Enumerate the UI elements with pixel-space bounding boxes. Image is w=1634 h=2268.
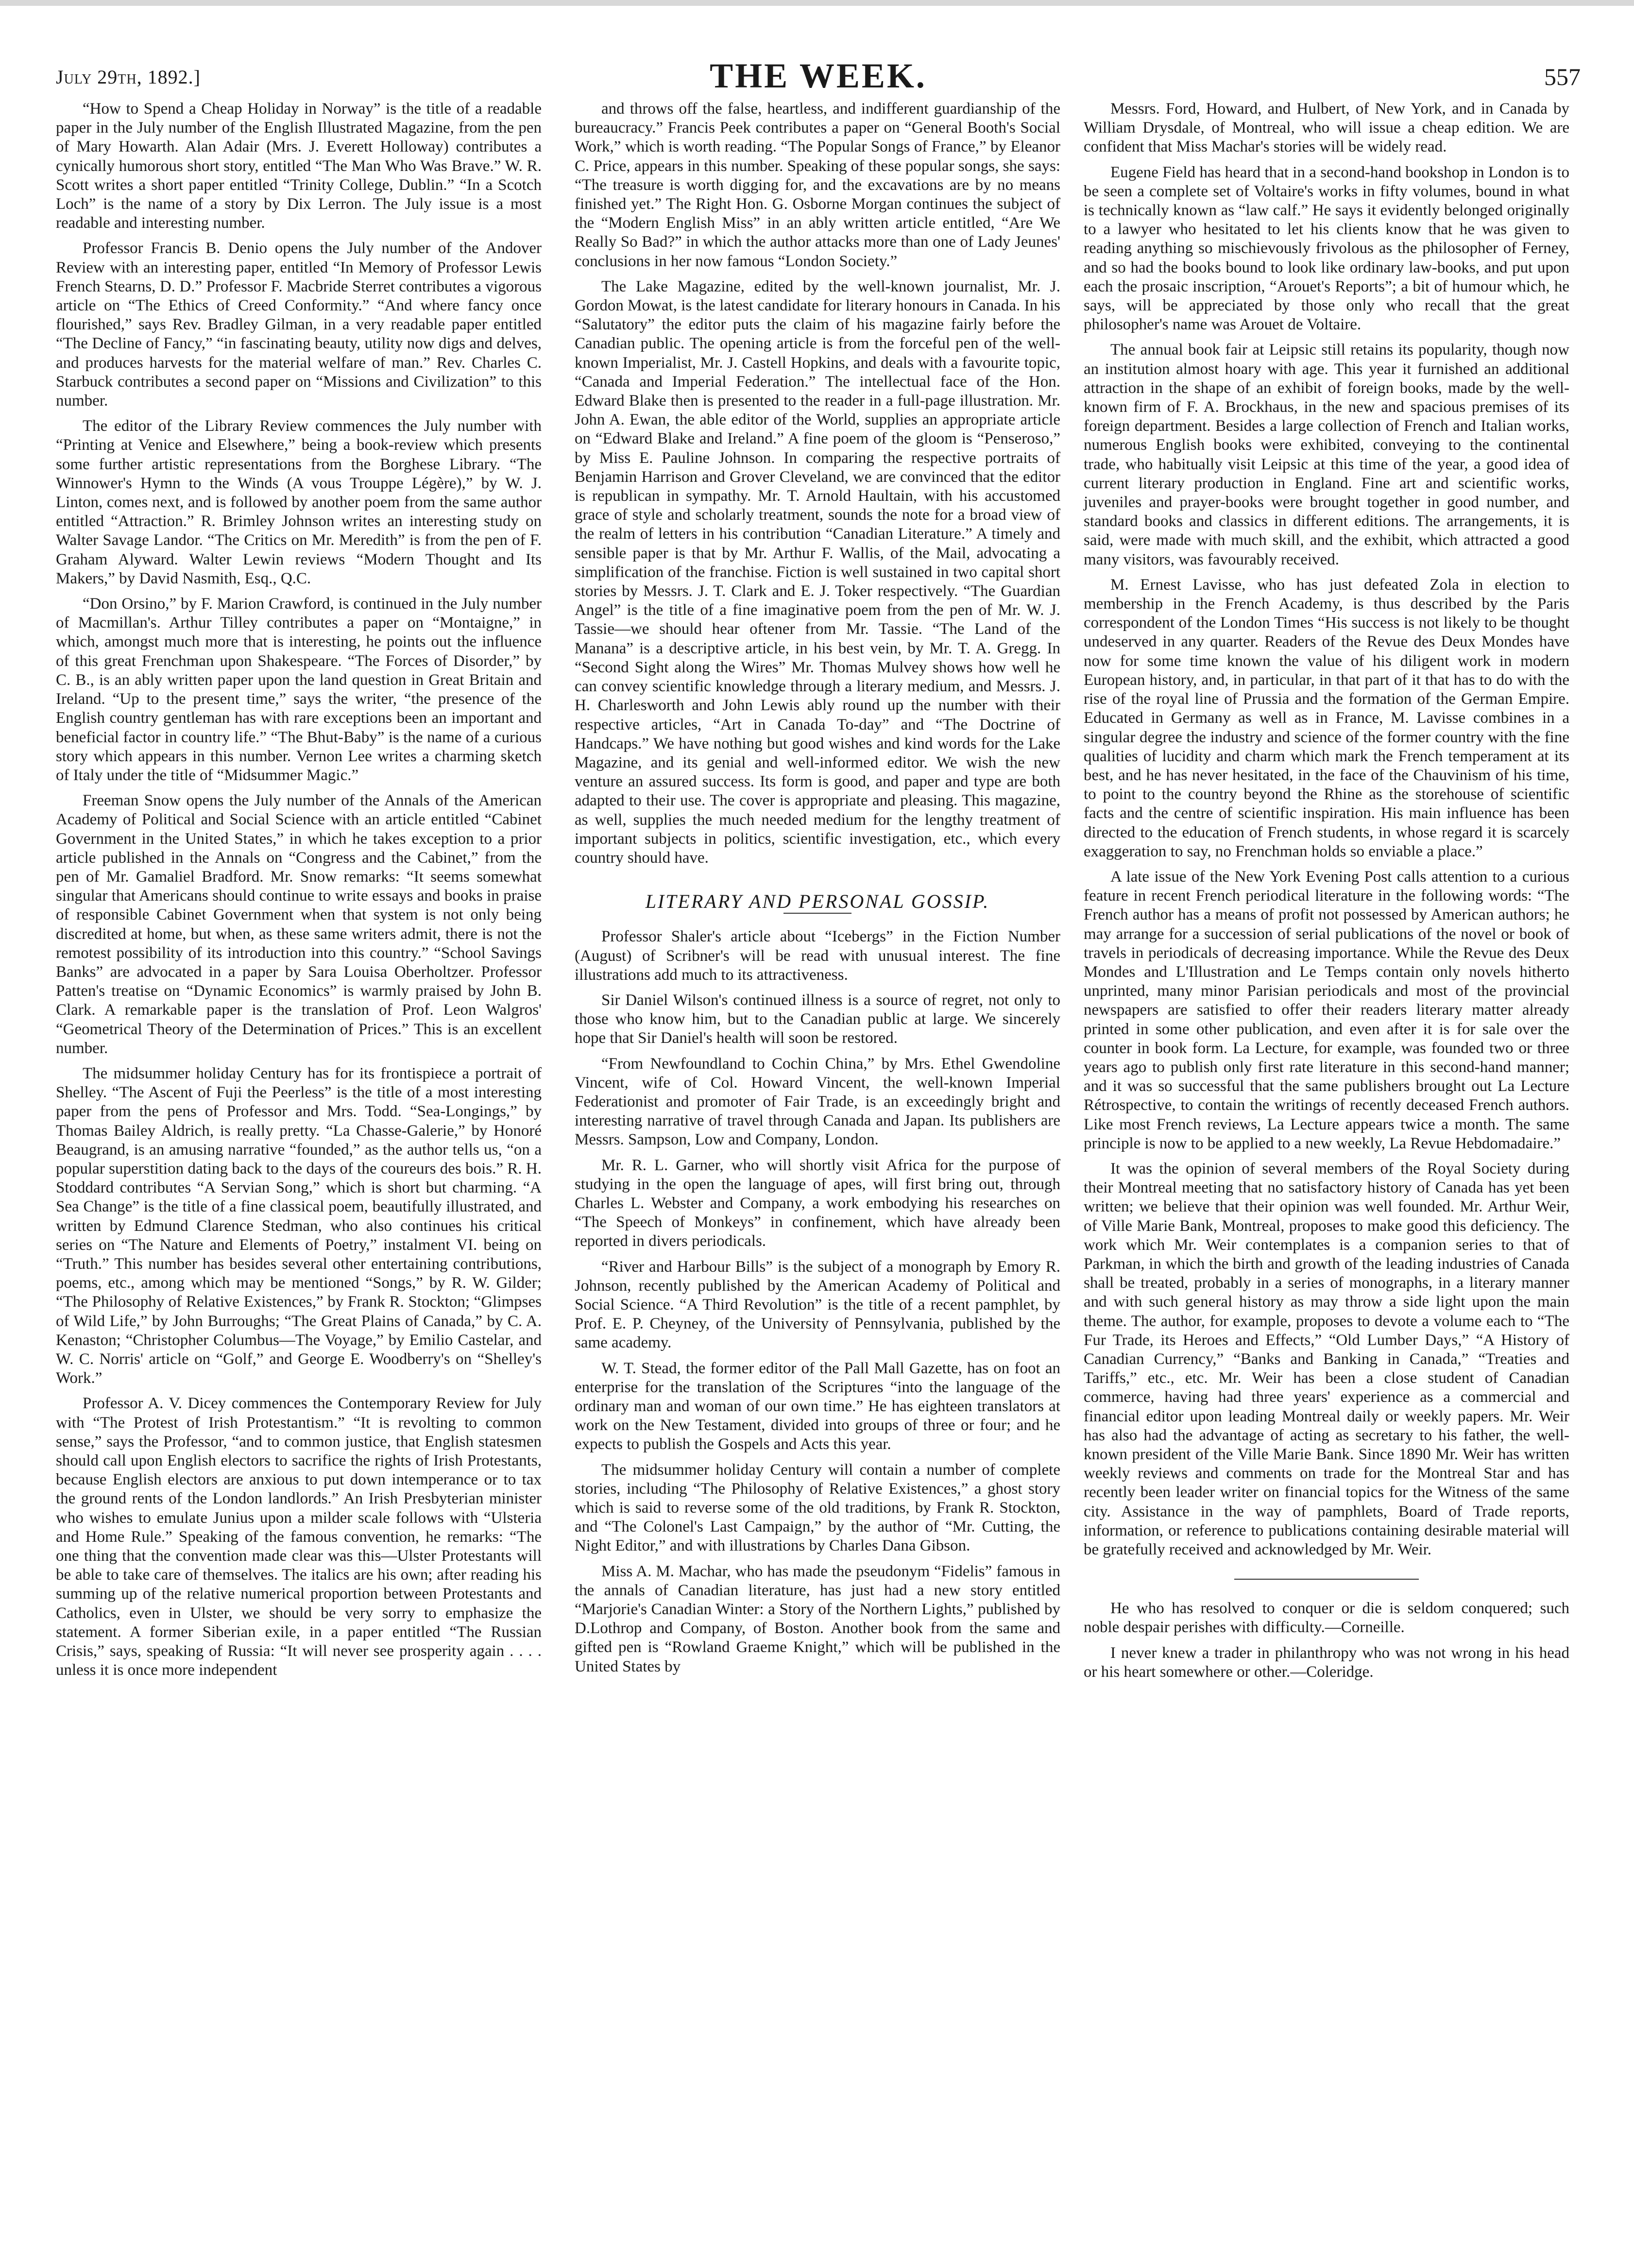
article-paragraph: The editor of the Library Review commences the July number with “Printing at Venice and Elsewhere,” being a book-review which presents some further artistic representations from the Borghese Library. “The Winnower's Hymn to the Winds (A vous Trouppe Légère),” by W. J. Linton, comes next, and is followed by another poem from the same author entitled “Attraction.” R. Brimley Johnson writes an interesting study on Walter Savage Landor. “The Critics on Mr. Meredith” is from the pen of F. Graham Alyward. Walter Lewin reviews “Modern Thought and Its Makers,” by David Nasmith, Esq., Q.C. xyxy=(56,417,542,587)
issue-date: July 29th, 1892.] xyxy=(56,66,201,88)
article-paragraph: “How to Spend a Cheap Holiday in Norway” is the title of a readable paper in the July number of the English Illustrated Magazine, from the pen of Mary Howarth. Alan Adair (Mrs. J. Everett Holloway) contributes a cynically humorous short story, entitled “The Man Who Was Brave.” W. R. Scott writes a short paper entitled “Trinity College, Dublin.” “In a Scotch Loch” is the name of a story by Dix Lerron. The July issue is a most readable and interesting number. xyxy=(56,100,542,232)
article-paragraph: Eugene Field has heard that in a second-hand bookshop in London is to be seen a complete set of Voltaire's works in fifty volumes, bound in what is technically known as “law calf.” He says it evidently belonged originally to a lawyer who hesitated to let his clients know that he was given to reading anything so mischievously frivolous as the philosopher of Ferney, and so had the books bound to look like ordinary law-books, and put upon each the prosaic inscription, “Arouet's Reports”; a bit of humour which, he says, will be appreciated by those only who recall that the great philosopher's name was Arouet de Voltaire. xyxy=(1084,163,1569,334)
article-paragraph: A late issue of the New York Evening Post calls attention to a curious feature in recent French periodical literature in the following words: “The French author has a means of profit not possessed by American authors; he may arrange for a succession of serial publications of the novel or book of travels in periodicals of decreasing importance. While the Revue des Deux Mondes and L'Illustration and Le Temps contain only novels hitherto unprinted, many minor Parisian periodicals and most of the provincial newspapers are satisfied to offer their readers literary matter already printed in some other publication, and even after it is for sale over the counter in book form. La Lecture, for example, was founded two or three years ago to publish only first rate literature in this second-hand manner; and it was so successful that the same publishers brought out La Lecture Rétrospective, to contain the writings of recently deceased French authors. Like most French reviews, La Lecture appears twice a month. The same principle is now to be applied to a new weekly, La Revue Hebdomadaire.” xyxy=(1084,868,1569,1152)
article-paragraph: and throws off the false, heartless, and indifferent guardianship of the bureaucracy.” Francis Peek contributes a paper on “General Booth's Social Work,” which is worth reading. “The Popular Songs of France,” by Eleanor C. Price, appears in this number. Speaking of these popular songs, she says: “The treasure is worth digging for, and the excavations are by no means finished yet.” The Right Hon. G. Osborne Morgan continues the subject of the “Modern English Miss” in an ably written article entitled, “Are We Really So Bad?” in which the author attacks more than one of Lady Jeunes' conclusions in her now famous “London Society.” xyxy=(575,100,1060,270)
article-paragraph: The midsummer holiday Century has for its frontispiece a portrait of Shelley. “The Ascent of Fuji the Peerless” is the title of a most interesting paper from the pens of Professor and Mrs. Todd. “Sea-Longings,” by Thomas Bailey Aldrich, is really pretty. “La Chasse-Galerie,” by Honoré Beaugrand, is an amusing narrative “founded,” as the author tells us, “on a popular superstition dating back to the days of the coureurs des bois.” R. H. Stoddard contributes “A Servian Song,” which is short but charming. “A Sea Change” is the title of a fine classical poem, beautifully illustrated, and written by Edmund Clarence Stedman, who also continues his critical series on “The Nature and Elements of Poetry,” instalment VI. being on “Truth.” This number has besides several other entertaining contributions, poems, etc., among which may be mentioned “Songs,” by R. W. Gilder; “The Philosophy of Relative Existences,” by Frank R. Stockton; “Glimpses of Wild Life,” by John Burroughs; “The Great Plains of Canada,” by C. A. Kenaston; “Christopher Columbus—The Voyage,” by Emilio Castelar, and W. C. Norris' article on “Golf,” and George E. Woodberry's on “Shelley's Work.” xyxy=(56,1064,542,1387)
gossip-paragraph: Miss A. M. Machar, who has made the pseudonym “Fidelis” famous in the annals of Canadian literature, has just had a new story entitled “Marjorie's Canadian Winter: a Story of the Northern Lights,” published by D.Lothrop and Company, of Boston. Another book from the same and gifted pen is “Rowland Graeme Knight,” which will be published in the United States by xyxy=(575,1562,1060,1675)
gossip-paragraph: W. T. Stead, the former editor of the Pall Mall Gazette, has on foot an enterprise for the translation of the Scriptures “into the language of the ordinary man and woman of our own time.” He has eighteen translators at work on the New Testament, divided into groups of three or four; and he expects to publish the Gospels and Acts this year. xyxy=(575,1359,1060,1453)
article-paragraph: Freeman Snow opens the July number of the Annals of the American Academy of Political and Social Science with an article entitled “Cabinet Government in the United States,” in which he takes exception to a prior article published in the Annals on “Congress and the Cabinet,” from the pen of Mr. Gamaliel Bradford. Mr. Snow remarks: “It seems somewhat singular that Americans should continue to write essays and books in praise of responsible Cabinet Government when that system is not only being discredited at home, but when, as these same writers admit, there is not the remotest possibility of its introduction into this country.” “School Savings Banks” are advocated in a paper by Sara Louisa Oberholtzer. Professor Patten's treatise on “Dynamic Economics” is warmly praised by John B. Clark. A remarkable paper is the translation of Prof. Leon Walgros' “Geometrical Theory of the Determination of Prices.” This is an excellent number. xyxy=(56,792,542,1057)
heading-rule xyxy=(783,913,851,914)
masthead-title: THE WEEK. xyxy=(710,56,927,95)
gossip-paragraph: “From Newfoundland to Cochin China,” by Mrs. Ethel Gwendoline Vincent, wife of Col. Howard Vincent, the well-known Imperial Federationist and promoter of Fair Trade, is an exceedingly bright and interesting narrative of travel through Canada and Japan. Its publishers are Messrs. Sampson, Low and Company, London. xyxy=(575,1055,1060,1149)
article-paragraph: Professor A. V. Dicey commences the Contemporary Review for July with “The Protest of Irish Protestantism.” “It is revolting to common sense,” says the Professor, “and to common justice, that English statesmen should call upon English electors to sacrifice the rights of Irish Protestants, because English electors are anxious to put down intemperance or to tax the ground rents of the London landlords.” An Irish Presbyterian minister who wishes to emulate Junius upon a milder scale follows with “Ulsteria and Home Rule.” Speaking of the famous convention, he remarks: “The one thing that the convention made clear was this—Ulster Protestants will be able to take care of themselves. The italics are his own; after reading his summing up of the relative numerical proportion between Protestants and Catholics, even in Ulster, we should be very sorry to emphasize the statement. A former Siberian exile, in a paper entitled “The Russian Crisis,” says, speaking of Russia: “It will never see prosperity again . . . . unless it is once more independent xyxy=(56,1395,542,1679)
gossip-paragraph: “River and Harbour Bills” is the subject of a monograph by Emory R. Johnson, recently published by the American Academy of Political and Social Science. “A Third Revolution” is the title of a recent pamphlet, by Prof. E. P. Cheyney, of the University of Pennsylvania, published by the same academy. xyxy=(575,1258,1060,1352)
column-2 xyxy=(575,100,1060,1683)
article-paragraph: The Lake Magazine, edited by the well-known journalist, Mr. J. Gordon Mowat, is the latest candidate for literary honours in Canada. In his “Salutatory” the editor puts the claim of his magazine fairly before the Canadian public. The opening article is from the forceful pen of the well-known Imperialist, Mr. J. Castell Hopkins, and deals with a favourite topic, “Canada and Imperial Federation.” The intellectual face of the Hon. Edward Blake then is presented to the reader in a full-page illustration. Mr. John A. Ewan, the able editor of the World, supplies an appropriate article on “Edward Blake and Ireland.” A fine poem of the gloom is “Penseroso,” by Miss E. Pauline Johnson. In comparing the respective portraits of Benjamin Harrison and Grover Cleveland, we are convinced that the editor is republican in sympathy. Mr. T. Arnold Haultain, with his accustomed grace of style and scholarly treatment, sounds the note for a broad view of the realm of letters in his contribution “Canadian Literature.” A timely and sensible paper is that by Mr. Arthur F. Wallis, of the Mail, advocating a simplification of the franchise. Fiction is well sustained in two capital short stories by Messrs. J. T. Clark and E. J. Toker respectively. “The Guardian Angel” is the title of a fine imaginative poem from the pen of Mr. W. J. Tassie—we should hear oftener from Mr. Tassie. “The Land of the Manana” is a descriptive article, in his best vein, by Mr. T. A. Gregg. In “Second Sight along the Wires” Mr. Thomas Mulvey shows how well he can convey scientific knowledge through a literary medium, and Messrs. J. H. Charlesworth and John Lewis ably round up the number with their respective articles, “Art in Canada To-day” and “The Doctrine of Handcaps.” We have nothing but good wishes and kind words for the Lake Magazine, and its genial and well-informed editor. We wish the new venture an assured success. Its form is good, and paper and type are both adapted to their use. The cover is appropriate and pleasing. This magazine, as well, supplies the much needed medium for the lengthy treatment of important subjects in politics, scientific investigation, etc., which every country should have. xyxy=(575,277,1060,867)
page-header xyxy=(56,56,1581,95)
article-paragraph: “Don Orsino,” by F. Marion Crawford, is continued in the July number of Macmillan's. Arthur Tilley contributes a paper on “Montaigne,” in which, amongst much more that is interesting, he points out the influence of this great Frenchman upon Shakespeare. “The Forces of Disorder,” by C. B., is an ably written paper upon the land question in Great Britain and Ireland. “Up to the present time,” says the writer, “the presence of the English country gentleman has with rare exceptions been an important and beneficial factor in country life.” “The Bhut-Baby” is the name of a curious story which appears in this number. Vernon Lee writes a charming sketch of Italy under the title of “Midsummer Magic.” xyxy=(56,595,542,784)
article-paragraph: Professor Francis B. Denio opens the July number of the Andover Review with an interesting paper, entitled “In Memory of Professor Lewis French Stearns, D. D.” Professor F. Macbride Sterret contributes a vigorous article on “The Ethics of Creed Conformity.” “And where fancy once flourished,” says Rev. Bradley Gilman, in a very readable paper entitled “The Decline of Fancy,” “in fascinating beauty, utility now digs and delves, and produces harvests for the material welfare of man.” Rev. Charles C. Starbuck contributes a second paper on “Missions and Civilization” to this number. xyxy=(56,239,542,410)
quotation: I never knew a trader in philanthropy who was not wrong in his head or his heart somewhere or other.—Coleridge. xyxy=(1084,1644,1569,1681)
gossip-paragraph: Professor Shaler's article about “Icebergs” in the Fiction Number (August) of Scribner's will be read with unusual interest. The fine illustrations add much to its attractiveness. xyxy=(575,928,1060,984)
article-paragraph: M. Ernest Lavisse, who has just defeated Zola in election to membership in the French Academy, is thus described by the Paris correspondent of the London Times “His success is not likely to be thought undeserved in any quarter. Readers of the Revue des Deux Mondes have now for some time known the value of his diligent work in modern European history, and, in particular, in that part of it that has to do with the rise of the royal line of Prussia and the formation of the German Empire. Educated in Germany as well as in France, M. Lavisse combines in a singular degree the industry and science of the former country with the fine qualities of lucidity and charm which mark the French temperament at its best, and he has never hesitated, in the face of the Chauvinism of his time, to point to the country beyond the Rhine as the storehouse of scientific facts and the centre of scientific inspiration. His main influence has been directed to the education of French students, in whose regard it is scarcely exaggeration to say, no Frenchman holds so enviable a place.” xyxy=(1084,576,1569,860)
gossip-paragraph: Mr. R. L. Garner, who will shortly visit Africa for the purpose of studying in the open the language of apes, will first bring out, through Charles L. Webster and Company, a work embodying his researches on “The Speech of Monkeys” in confinement, which have already been reported in divers periodicals. xyxy=(575,1156,1060,1250)
page-number: 557 xyxy=(1544,63,1581,90)
section-heading: LITERARY AND PERSONAL GOSSIP. xyxy=(645,890,990,913)
article-paragraph: It was the opinion of several members of the Royal Society during their Montreal meeting that no satisfactory history of Canada has yet been written; we believe that their opinion was well founded. Mr. Arthur Weir, of Ville Marie Bank, Montreal, proposes to make good this deficiency. The work which Mr. Weir contemplates is a companion series to that of Parkman, in which the birth and growth of the leading industries of Canada shall be treated, probably in a series of monographs, in a literary manner and with such general history as may throw a side light upon the main theme. The author, for example, proposes to devote a volume each to “The Fur Trade, its Heroes and Effects,” “Old Lumber Days,” “A History of Canadian Currency,” “Banks and Banking in Canada,” “Treaties and Tariffs,” etc., etc. Mr. Weir has been a close student of Canadian commerce, having had three years' experience as a commercial and financial editor upon leading Montreal daily or weekly papers. Mr. Weir has also had the advantage of acting as secretary to his father, the well-known president of the Ville Marie Bank. Since 1890 Mr. Weir has written weekly reviews and comments on trade for the Montreal Star and has recently been leader writer on financial topics for the Witness of the same city. Assistance in the way of pamphlets, Board of Trade reports, information, or reference to publications containing desirable material will be gratefully received and acknowledged by Mr. Weir. xyxy=(1084,1160,1569,1559)
gossip-paragraph: Sir Daniel Wilson's continued illness is a source of regret, not only to those who know him, but to the Canadian public at large. We sincerely hope that Sir Daniel's health will soon be restored. xyxy=(575,991,1060,1047)
section-rule xyxy=(1234,1579,1419,1580)
gossip-paragraph: The midsummer holiday Century will contain a number of complete stories, including “The Philosophy of Relative Existences,” a ghost story which is said to reverse some of the old traditions, by Frank R. Stockton, and “The Colonel's Last Campaign,” by the author of “Mr. Cutting, the Night Editor,” and with illustrations by Charles Dana Gibson. xyxy=(575,1461,1060,1555)
quotation: He who has resolved to conquer or die is seldom conquered; such noble despair perishes with difficulty.—Corneille. xyxy=(1084,1600,1569,1637)
top-border xyxy=(0,0,1634,6)
column-1 xyxy=(56,100,542,1686)
column-3 xyxy=(1084,100,1569,1688)
article-paragraph: Messrs. Ford, Howard, and Hulbert, of New York, and in Canada by William Drysdale, of Montreal, who will issue a cheap edition. We are confident that Miss Machar's stories will be widely read. xyxy=(1084,100,1569,156)
article-paragraph: The annual book fair at Leipsic still retains its popularity, though now an institution almost hoary with age. This year it furnished an additional attraction in the shape of an exhibit of foreign books, made by the well-known firm of F. A. Brockhaus, in the new and spacious premises of its foreign department. Besides a large collection of French and Italian works, numerous English books were exhibited, conveying to the continental trade, who habitually visit Leipsic at this time of the year, a good idea of current literary production in England. Fine art and scientific works, juveniles and prayer-books were brought together in good number, and standard books and classics in different editions. The arrangements, it is said, were made with much skill, and the exhibit, which attracted a good many visitors, was favourably received. xyxy=(1084,341,1569,568)
